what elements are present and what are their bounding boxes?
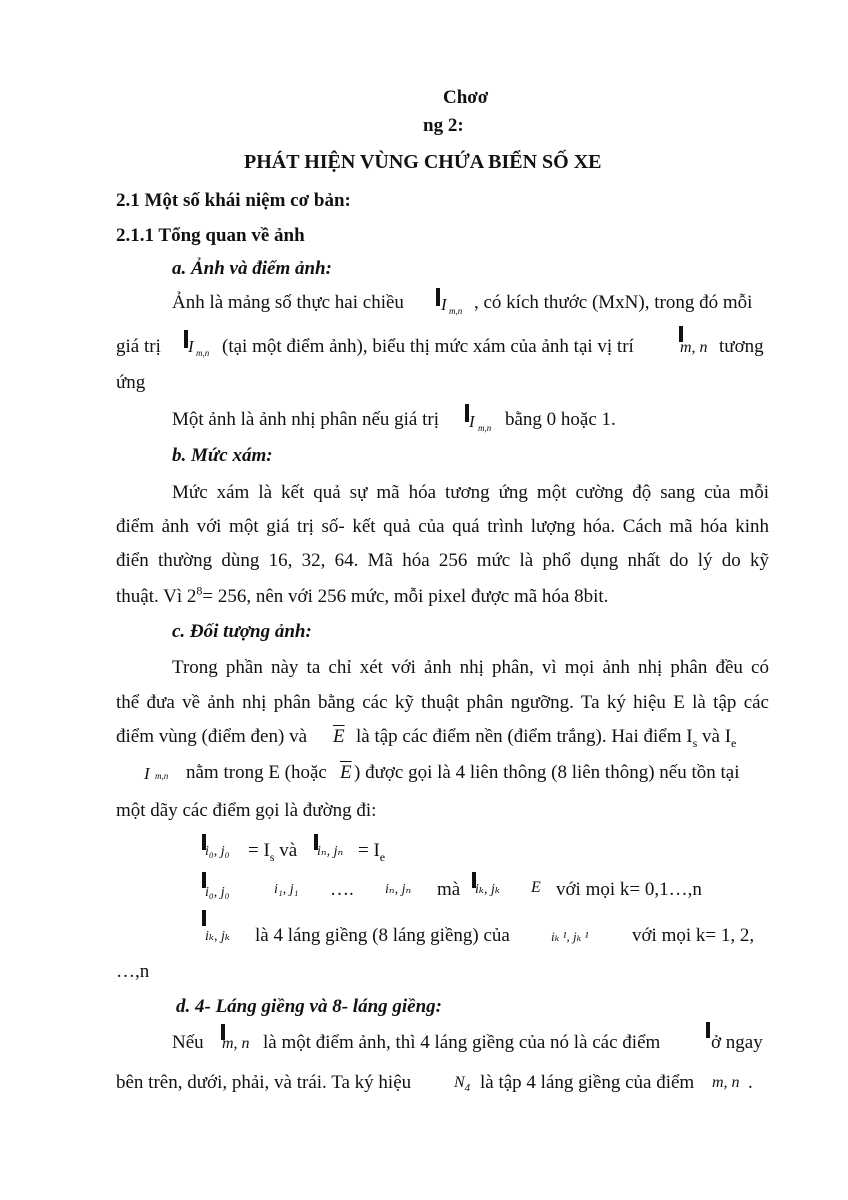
math-N4 xyxy=(454,1074,471,1095)
formula2-dots: …. xyxy=(330,879,354,900)
math-injn: iₙ, jₙ xyxy=(317,844,344,859)
formula3-text: là 4 láng giềng (8 láng giềng) của xyxy=(255,925,510,946)
math-mn: m, n xyxy=(222,1035,250,1052)
section-heading-2-1-1: 2.1.1 Tổng quan về ảnh xyxy=(116,225,305,246)
para-b-line3: điển thường dùng 16, 32, 64. Mã hóa 256 mức là phổ dụng nhất do lý do kỹ xyxy=(116,550,769,571)
para-a-line1 xyxy=(172,293,404,312)
formula2-ma: mà xyxy=(437,879,461,900)
math-ikjk: iₖ, jₖ xyxy=(205,929,230,944)
subheading-a: a. Ảnh và điểm ảnh: xyxy=(172,258,332,279)
subheading-d: d. 4- Láng giềng và 8- láng giềng: xyxy=(176,996,442,1017)
bracket-mark xyxy=(706,1022,710,1038)
math-E-bar: $\overline{E}$ xyxy=(340,762,352,783)
subscript: 4 xyxy=(464,1082,471,1095)
para-c-line4-start: nằm trong E (hoặc xyxy=(186,762,327,783)
para-a-line1-end: , có kích thước (MxN), trong đó mỗi xyxy=(474,292,753,313)
math-sub-mn: m,n xyxy=(449,306,463,316)
text: = I xyxy=(358,840,380,861)
math-sub-mn: m,n xyxy=(196,348,210,358)
para-a-line2-start: giá trị xyxy=(116,336,161,357)
para-b-line1: Mức xám là kết quả sự mã hóa tương ứng một cường độ sang của mỗi xyxy=(172,482,769,503)
subscript: e xyxy=(379,849,386,864)
formula1-eq-e xyxy=(358,840,386,864)
math-injn: iₙ, jₙ xyxy=(385,882,412,897)
para-d-line1-start: Nếu xyxy=(172,1032,204,1053)
para-d-line2-start: bên trên, dưới, phải, và trái. Ta ký hiệu xyxy=(116,1072,412,1093)
subscript: e xyxy=(731,735,737,750)
subscript: s xyxy=(692,735,698,750)
math-i0j0: i₀, j₀ xyxy=(205,885,230,900)
para-d-line1-mid: là một điểm ảnh, thì 4 láng giềng của nó là các điểm xyxy=(263,1032,661,1053)
math-mn: m, n xyxy=(680,339,708,356)
para-a-line4-end: bằng 0 hoặc 1. xyxy=(505,409,616,430)
para-d-line2-mid: là tập 4 láng giềng của điểm xyxy=(480,1072,695,1093)
text: Ảnh là mảng số thực hai chiều xyxy=(172,292,404,313)
math-E: E xyxy=(531,879,541,896)
text: = 256, nên với 256 mức, mỗi pixel được mã hóa 8bit. xyxy=(202,586,609,607)
para-c-line3-start: điểm vùng (điểm đen) và xyxy=(116,726,308,747)
para-c-line1: Trong phần này ta chỉ xét với ảnh nhị phân, vì mọi ảnh nhị phân đều có xyxy=(172,657,769,678)
text: và I xyxy=(702,726,732,747)
math-I: I xyxy=(144,764,150,783)
para-b-line4 xyxy=(116,583,609,607)
subheading-b: b. Mức xám: xyxy=(172,445,273,466)
math-E-bar: $\overline{E}$ xyxy=(333,726,345,747)
formula1-eq-s xyxy=(248,840,298,864)
math-sub-mn: m,n xyxy=(478,423,492,433)
bracket-mark xyxy=(202,910,206,926)
text: N xyxy=(454,1074,465,1091)
chapter-title: PHÁT HIỆN VÙNG CHỨA BIỂN SỐ XE xyxy=(244,151,602,173)
chapter-number: ng 2: xyxy=(423,115,464,136)
subheading-c: c. Đối tượng ảnh: xyxy=(172,621,312,642)
bracket-mark xyxy=(436,288,440,306)
para-b-line2: điểm ảnh với một giá trị số- kết quả của quá trình lượng hóa. Cách mã hóa kinh xyxy=(116,516,769,537)
para-d-line2-end: . xyxy=(748,1072,753,1093)
math-i0j0: i₀, j₀ xyxy=(205,844,230,859)
math-I: I xyxy=(469,412,475,431)
para-c-line3-end xyxy=(356,726,737,750)
text: thuật. Vì 2 xyxy=(116,586,197,607)
formula3-continuation: …,n xyxy=(116,961,150,982)
superscript: 8 xyxy=(196,583,203,598)
para-a-line4-start: Một ảnh là ảnh nhị phân nếu giá trị xyxy=(172,409,439,430)
formula3-end: với mọi k= 1, 2, xyxy=(632,925,755,946)
math-ik1jk1: iₖ ¹, jₖ ¹ xyxy=(551,929,589,944)
formula2-end: với mọi k= 0,1…,n xyxy=(556,879,702,900)
para-a-line2-mid: (tại một điểm ảnh), biểu thị mức xám của ảnh tại vị trí xyxy=(222,336,634,357)
math-I: I xyxy=(188,337,194,356)
para-d-line1-end: ở ngay xyxy=(711,1032,763,1053)
subscript: s xyxy=(269,849,275,864)
para-c-line4-end: ) được gọi là 4 liên thông (8 liên thông) nếu tồn tại xyxy=(354,762,740,783)
chapter-label: Chơơ xyxy=(443,87,489,108)
text: là tập các điểm nền (điểm trắng). Hai điểm I xyxy=(356,726,693,747)
text: và xyxy=(279,840,298,861)
math-mn: m, n xyxy=(712,1074,740,1091)
math-I: I xyxy=(441,295,447,314)
para-c-line2: thể đưa về ảnh nhị phân bằng các kỹ thuật phân ngưỡng. Ta ký hiệu E là tập các xyxy=(116,692,769,713)
math-sub-mn: m,n xyxy=(155,771,169,781)
math-ikjk: iₖ, jₖ xyxy=(475,882,500,897)
para-a-line3: ứng xyxy=(116,372,146,393)
section-heading-2-1: 2.1 Một số khái niệm cơ bản: xyxy=(116,190,351,211)
text: = I xyxy=(248,840,270,861)
math-i1j1: i₁, j₁ xyxy=(274,882,299,897)
para-a-line2-end: tương xyxy=(719,336,764,357)
para-c-line5: một dãy các điểm gọi là đường đi: xyxy=(116,800,377,821)
